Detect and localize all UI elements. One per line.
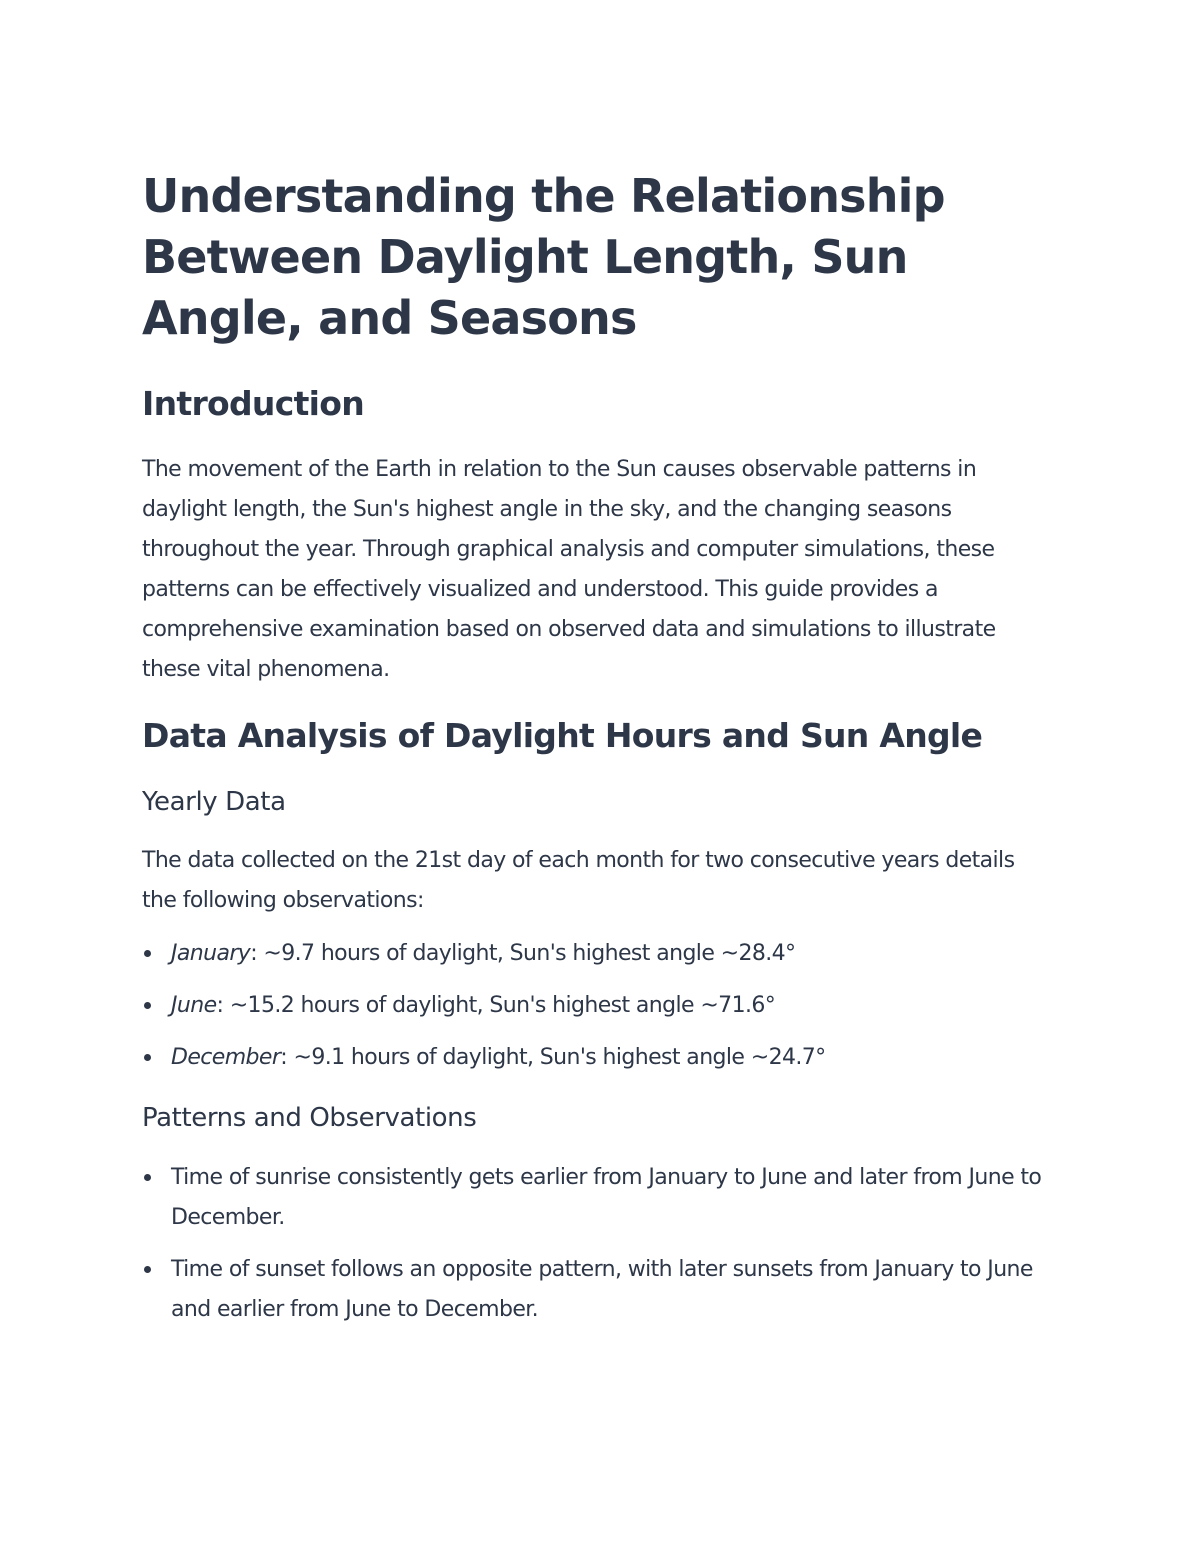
introduction-heading: Introduction (142, 384, 365, 423)
list-item (142, 986, 1052, 1026)
data-analysis-heading: Data Analysis of Daylight Hours and Sun Angle (142, 716, 983, 755)
yearly-data-heading: Yearly Data (142, 787, 286, 817)
introduction-paragraph: The movement of the Earth in relation to the Sun causes observable patterns in daylight length, the Sun's highest angle in the sky, and the changing seasons throughout the year. Through graphical analysis and computer simulations, these patterns can be effectively visualized and understood. This guide provides a comprehensive examination based on observed data and simulations to illustrate these vital phenomena. (142, 457, 996, 682)
yearly-data-paragraph: The data collected on the 21st day of each month for two consecutive years details the following observations: (142, 848, 1015, 913)
document-page (142, 166, 1052, 1330)
month-separator: : (280, 1045, 288, 1070)
list-item (142, 934, 1052, 974)
month-separator: : (250, 941, 258, 966)
patterns-list (142, 1158, 1052, 1330)
list-item (142, 1158, 1052, 1238)
pattern-text: Time of sunrise consistently gets earlier from January to June and later from June to December. (171, 1165, 1042, 1230)
pattern-text: Time of sunset follows an opposite pattern, with later sunsets from January to June and earlier from June to December. (171, 1257, 1033, 1322)
month-observation: ~15.2 hours of daylight, Sun's highest angle ~71.6° (223, 993, 776, 1018)
bullet-icon (144, 1054, 151, 1061)
bullet-icon (144, 1174, 151, 1181)
list-item (142, 1250, 1052, 1330)
month-separator: : (216, 993, 224, 1018)
bullet-icon (144, 1266, 151, 1273)
bullet-icon (144, 950, 151, 957)
month-observation: ~9.1 hours of daylight, Sun's highest angle ~24.7° (287, 1045, 826, 1070)
patterns-heading: Patterns and Observations (142, 1103, 477, 1133)
month-label: December (171, 1045, 281, 1070)
yearly-data-list (142, 934, 1052, 1078)
list-item (142, 1038, 1052, 1078)
document-title: Understanding the Relationship Between Daylight Length, Sun Angle, and Seasons (142, 169, 945, 345)
bullet-icon (144, 1002, 151, 1009)
month-label: June (171, 993, 217, 1018)
month-observation: ~9.7 hours of daylight, Sun's highest angle ~28.4° (257, 941, 796, 966)
month-label: January (171, 941, 251, 966)
